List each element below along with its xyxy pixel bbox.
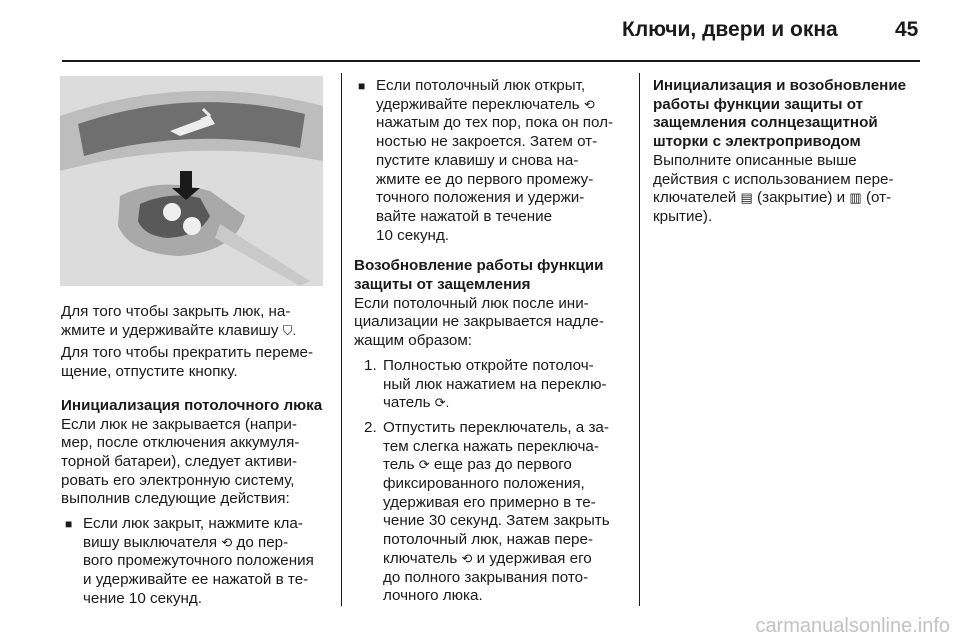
text-line: удерживая его примерно в те- [383,493,596,511]
text-line: пустите клавишу и снова на- [376,151,579,169]
sunroof-switch-icon: ⟲ [461,550,473,566]
text-line: до полного закрывания пото- [383,568,589,586]
sunroof-key-drawing [60,76,323,286]
text-line: тель [383,456,415,474]
text-line: жмите ее до первого промежу- [376,170,594,188]
text-line: вайте нажатой в течение [376,207,553,225]
text-line: вого промежуточного положения [83,552,314,570]
text-line: нажатым до тех пор, пока он пол- [376,114,614,132]
item-number: 2. [364,418,377,436]
column-2 [354,77,634,606]
text-line: до пер- [236,533,289,551]
text-line: Для того чтобы закрыть люк, на- [61,303,291,320]
column-divider-1 [341,73,342,606]
sunroof-key-illustration [60,76,323,286]
text-line: лочного люка. [383,587,483,605]
text-line: удерживайте переключатель [376,95,580,113]
heading-line: защемления солнцезащитной [653,114,878,132]
bullet-item [61,515,329,609]
bullet-mark: ■ [358,79,366,93]
text-line: выполнив следующие действия: [61,490,290,508]
watermark: carmanualsonline.info [755,615,950,637]
item-number: 1. [364,356,377,374]
text-line: жащим образом: [354,332,473,350]
column-1 [61,303,329,609]
text-line: вишу выключателя [83,533,218,551]
text-line: чение 10 секунд. [83,589,202,607]
column-3 [653,77,923,227]
sunroof-open-switch-icon: ⟳. [434,395,450,411]
text-line: и удерживая его [476,549,592,567]
heading-line: Возобновление работы функции [354,257,604,275]
text-line: ключатель [383,549,458,567]
text-line: (закрытие) и [757,189,846,207]
paragraph-reset [354,295,634,351]
text-line: тем слегка нажать переключа- [383,437,599,455]
text-line: ный люк нажатием на переклю- [383,375,607,393]
text-line: Выполните описанные выше [653,151,857,169]
text-line: Полностью откройте потолоч- [383,356,594,374]
text-line: и удерживайте ее нажатой в те- [83,571,309,589]
text-line: мер, после отключения аккумуля- [61,434,300,452]
sunroof-switch-icon: ⟲ [583,96,595,112]
text-line: щение, отпустите кнопку. [61,363,238,381]
sunroof-close-key-icon: ⛉. [282,322,297,338]
column-divider-2 [639,73,640,606]
text-line: Отпустить переключатель, а за- [383,418,609,436]
text-line: ключателей [653,189,737,207]
page-number: 45 [895,18,919,41]
text-line: Если потолочный люк после ини- [354,294,589,312]
sunblind-open-icon: ▥ [849,190,862,206]
section-heading [354,257,634,294]
bullet-mark: ■ [65,517,73,532]
text-line: Если люк не закрывается (напри- [61,415,297,433]
text-line: фиксированного положения, [383,475,585,493]
paragraph-stop-movement [61,344,329,381]
text-line: циализации не закрывается надле- [354,313,604,331]
text-line: 10 секунд. [376,226,450,244]
section-heading [653,77,923,152]
text-line: действия с использованием пере- [653,170,894,188]
text-line: торной батареи), следует активи- [61,452,298,470]
text-line: чение 30 секунд. Затем закрыть [383,512,610,530]
text-line: чатель [383,394,431,412]
text-line: еще раз до первого [433,456,572,474]
text-line: ровать его электронную систему, [61,471,295,489]
numbered-item-2 [354,419,634,606]
heading-line: защиты от защемления [354,276,531,294]
sunroof-switch-icon: ⟲ [221,534,233,550]
text-line: потолочный люк, нажав пере- [383,531,593,549]
numbered-item-1 [354,357,634,413]
text-line: крытие). [653,207,713,225]
text-line: Если потолочный люк открыт, [376,77,586,94]
sunblind-close-icon: ▤ [740,190,753,206]
heading-line: шторки с электроприводом [653,133,861,151]
text-line: Для того чтобы прекратить переме- [61,344,314,362]
sunroof-open-switch-icon: ⟳ [418,457,430,473]
paragraph-sunblind [653,152,923,227]
page-title: Ключи, двери и окна [622,18,838,41]
text-line: ностью не закроется. Затем от- [376,133,598,151]
text-line: (от- [865,189,892,207]
text-line: Если люк закрыт, нажмите кла- [83,515,303,533]
heading-line: Инициализация и возобновление [653,77,907,94]
text-line: жмите и удерживайте клавишу [61,321,279,339]
text-line: точного положения и удержи- [376,189,585,207]
header-rule [62,60,920,62]
section-heading: Инициализация потолочного люка [61,396,323,414]
paragraph-close-roof [61,303,329,340]
paragraph-initialization [61,416,329,510]
bullet-item [354,77,634,245]
heading-line: работы функции защиты от [653,95,864,113]
